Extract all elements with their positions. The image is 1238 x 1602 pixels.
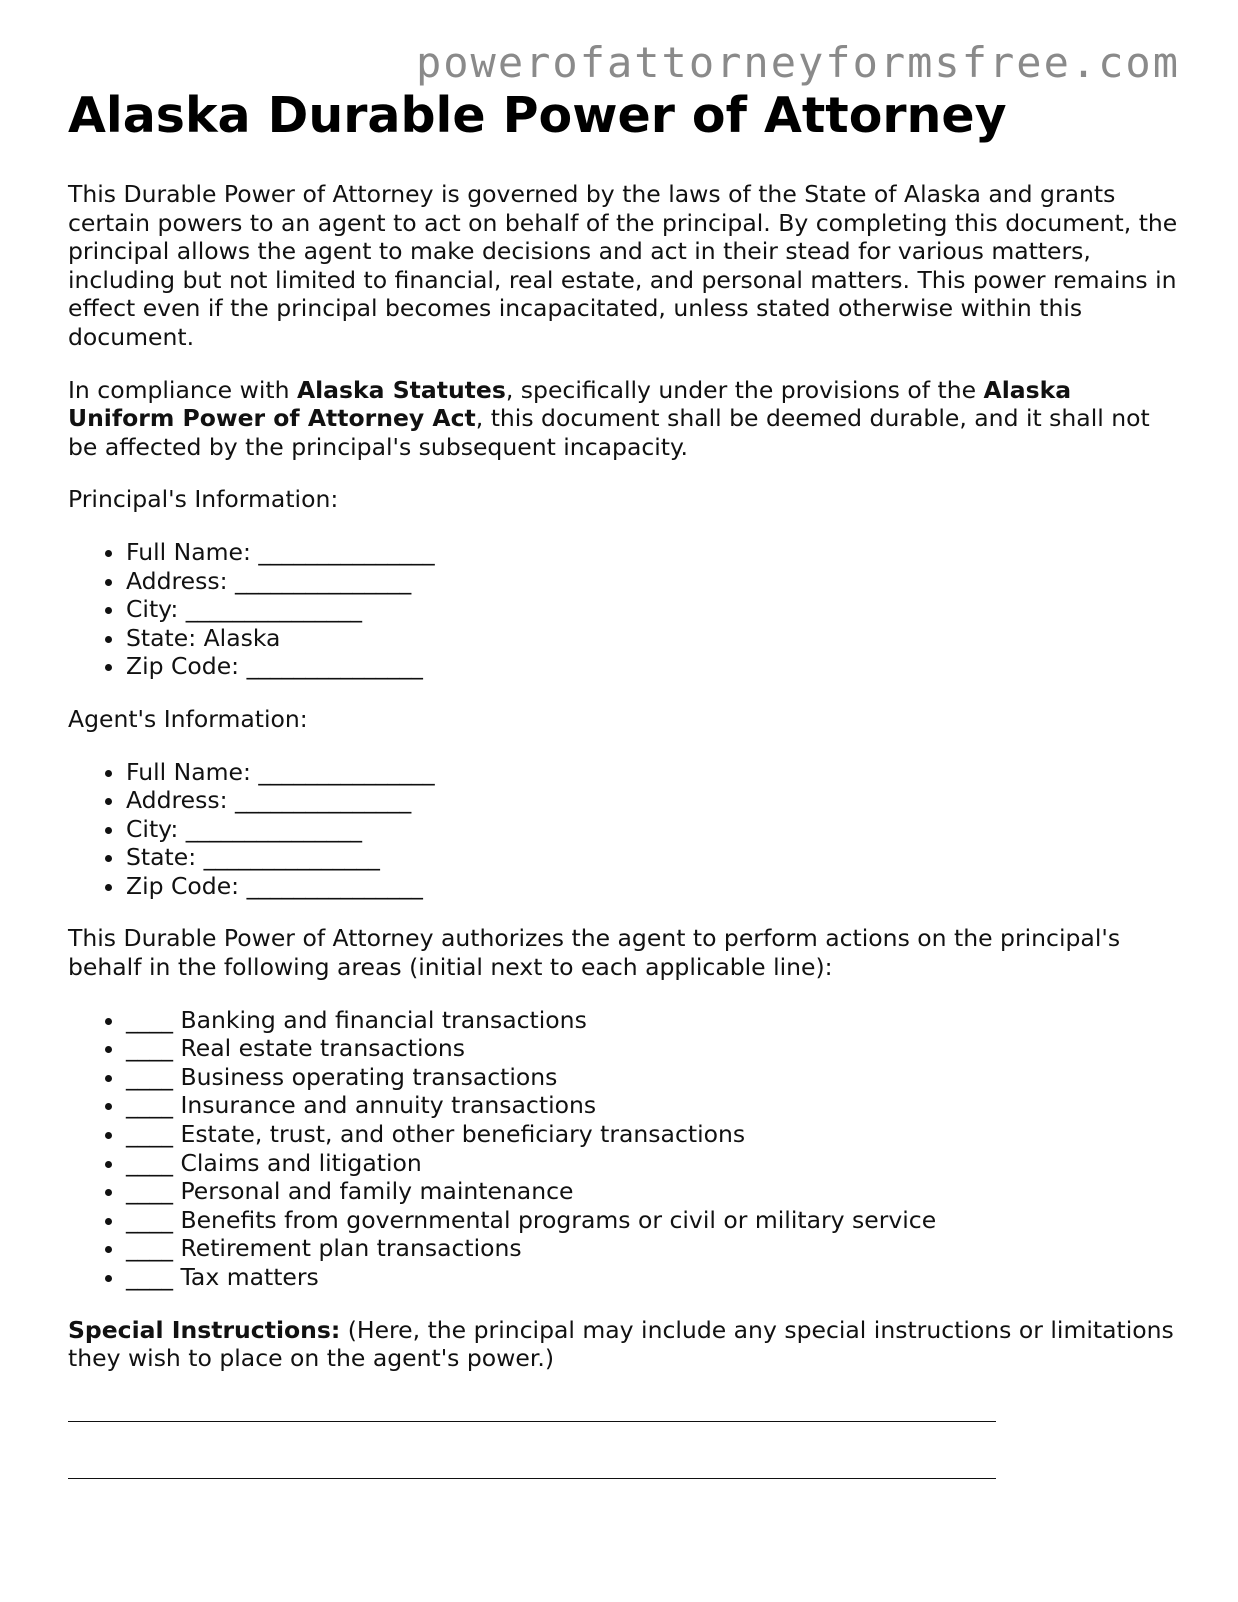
power-government-benefits[interactable]: • ____ Benefits from governmental programs or civil or military service [126, 1206, 1178, 1235]
special-instructions-label: Special Instructions: [68, 1315, 341, 1344]
power-tax[interactable]: • ____ Tax matters [126, 1263, 1178, 1292]
agent-full-name-field[interactable]: • Full Name: _______________ [126, 758, 1178, 787]
principal-fields-list [68, 538, 1178, 681]
power-retirement[interactable]: • ____ Retirement plan transactions [126, 1234, 1178, 1263]
principal-address-field[interactable]: • Address: _______________ [126, 567, 1178, 596]
power-real-estate[interactable]: • ____ Real estate transactions [126, 1034, 1178, 1063]
principal-city-field[interactable]: • City: _______________ [126, 595, 1178, 624]
agent-zip-field[interactable]: • Zip Code: _______________ [126, 872, 1178, 901]
alaska-statutes-bold: Alaska Statutes [296, 375, 506, 404]
agent-address-field[interactable]: • Address: _______________ [126, 786, 1178, 815]
special-instructions-text: (Here, the principal may include any special instructions or limitations they wish to place on the agent's power.) [68, 1315, 1174, 1373]
power-estate-trust[interactable]: • ____ Estate, trust, and other beneficiary transactions [126, 1120, 1178, 1149]
agent-heading: Agent's Information: [68, 704, 308, 733]
powers-list [68, 1006, 1178, 1292]
principal-full-name-field[interactable]: • Full Name: _______________ [126, 538, 1178, 567]
agent-state-field[interactable]: • State: _______________ [126, 843, 1178, 872]
principal-heading: Principal's Information: [68, 485, 339, 514]
compliance-text-2: , specifically under the provisions of the [505, 375, 984, 404]
watermark: powerofattorneyformsfree.com [415, 38, 1180, 87]
principal-zip-field[interactable]: • Zip Code: _______________ [126, 652, 1178, 681]
intro-paragraph: This Durable Power of Attorney is governed by the laws of the State of Alaska and grants certain powers to an agent to act on behalf of the principal. By completing this document, the principal allows the agent to make decisions and act in their stead for various matters, including but not limited to financial, real estate, and personal matters. This power remains in effect even if the principal becomes incapacitated, unless stated otherwise within this document. [68, 180, 1178, 351]
compliance-text-1: In compliance with [68, 375, 297, 404]
principal-state-field: • State: Alaska [126, 624, 1178, 653]
power-insurance[interactable]: • ____ Insurance and annuity transactions [126, 1091, 1178, 1120]
agent-fields-list [68, 758, 1178, 901]
page-title: Alaska Durable Power of Attorney [68, 87, 1007, 144]
authorization-paragraph: This Durable Power of Attorney authorizes the agent to perform actions on the principal's behalf in the following areas (initial next to each applicable line): [68, 924, 1121, 982]
special-instructions-line-2[interactable] [68, 1478, 996, 1479]
agent-city-field[interactable]: • City: _______________ [126, 815, 1178, 844]
special-instructions-paragraph [68, 1316, 1178, 1373]
uniform-poa-act-bold: Alaska Uniform Power of Attorney Act [68, 375, 1072, 433]
power-banking[interactable]: • ____ Banking and financial transactions [126, 1006, 1178, 1035]
power-personal-family[interactable]: • ____ Personal and family maintenance [126, 1177, 1178, 1206]
special-instructions-line-1[interactable] [68, 1421, 996, 1422]
compliance-text-3: , this document shall be deemed durable, and it shall not be affected by the principal's subsequent incapacity. [68, 404, 1150, 461]
power-business[interactable]: • ____ Business operating transactions [126, 1063, 1178, 1092]
compliance-paragraph [68, 376, 1178, 462]
power-claims[interactable]: • ____ Claims and litigation [126, 1149, 1178, 1178]
document-body [68, 86, 1178, 1479]
